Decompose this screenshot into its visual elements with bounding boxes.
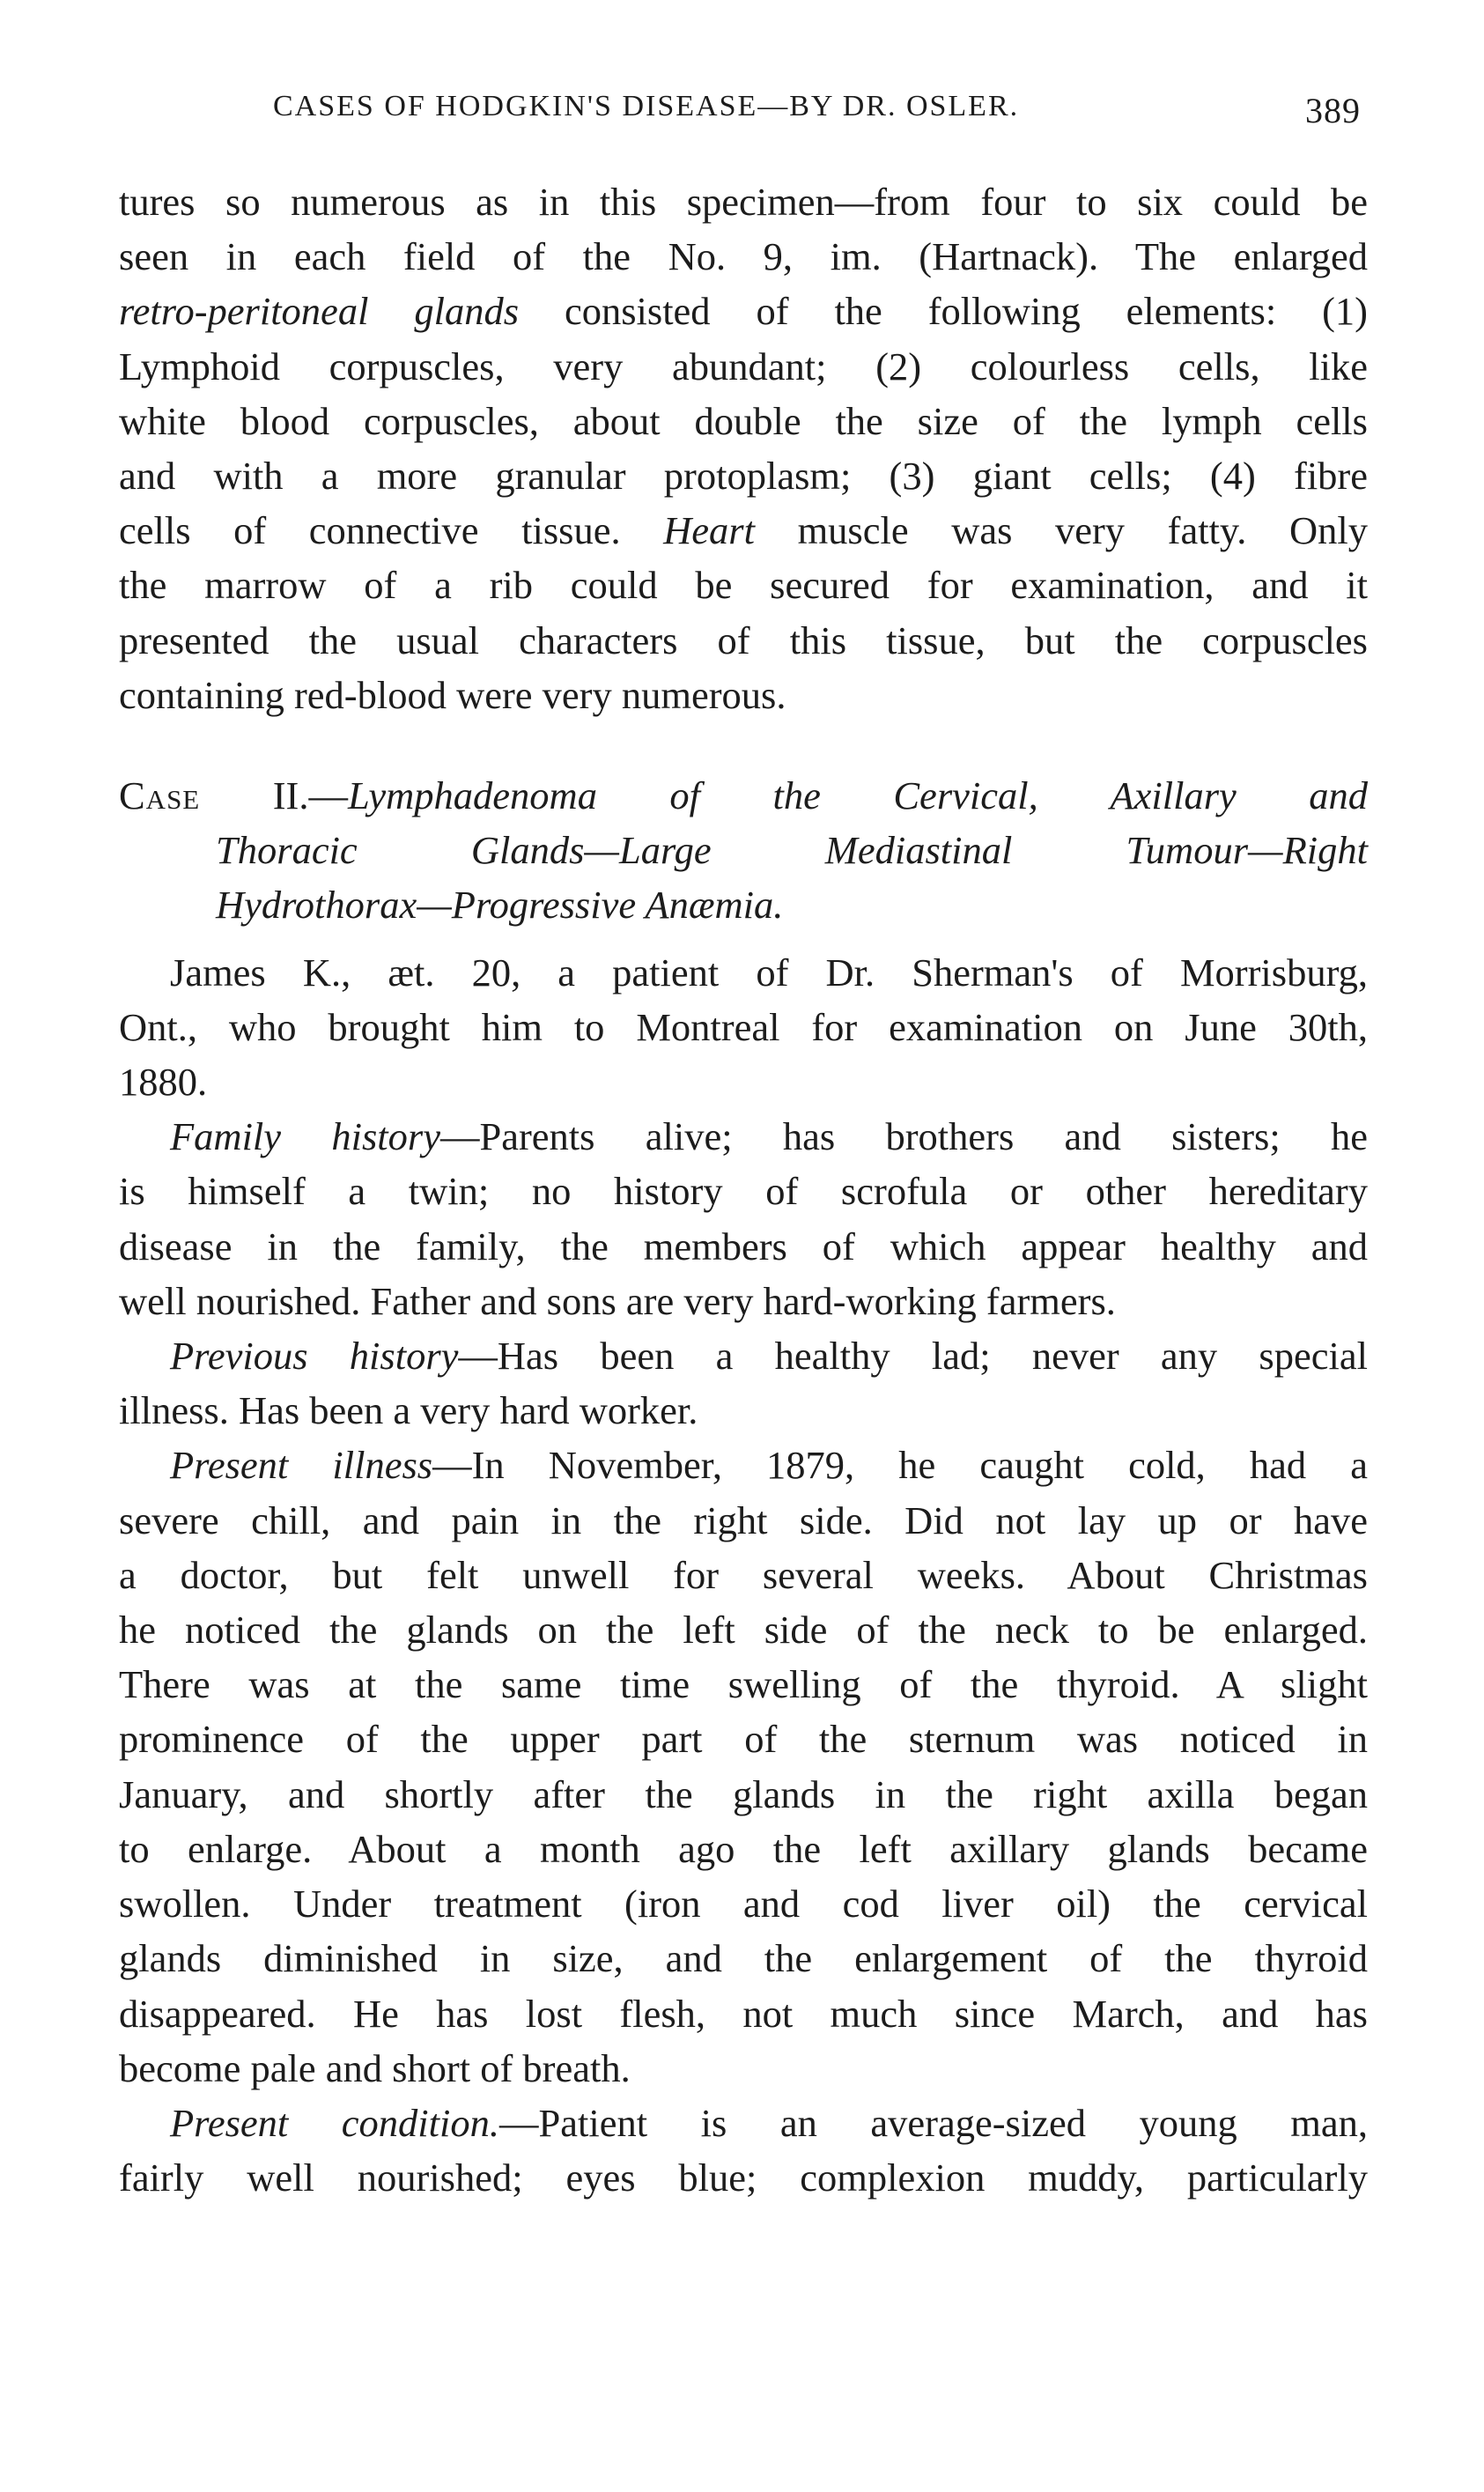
present-condition-paragraph	[119, 2096, 1368, 2205]
text-line: and with a more granular protoplasm; (3) giant cells; (4) fibre	[119, 454, 1368, 499]
text-line	[119, 1328, 1368, 1383]
text-line: to enlarge. About a month ago the left axillary glands became	[119, 1826, 1368, 1871]
text-line: glands diminished in size, and the enlargement of the thyroid	[119, 1936, 1368, 1981]
text-span: consisted of the following elements: (1)	[519, 289, 1369, 334]
text-line: illness. Has been a very hard worker.	[119, 1388, 698, 1433]
case-heading-line	[119, 823, 1368, 877]
text-line: Ont., who brought him to Montreal for examination on June 30th,	[119, 1004, 1368, 1049]
text-line: is himself a twin; no history of scrofula or other hereditary	[119, 1169, 1368, 1214]
text-line: prominence of the upper part of the sternum was noticed in	[119, 1717, 1368, 1762]
text-line: severe chill, and pain in the right side. Did not lay up or have	[119, 1497, 1368, 1542]
text-line: Lymphoid corpuscles, very abundant; (2) colourless cells, like	[119, 344, 1368, 388]
text-line	[119, 284, 1368, 338]
text-line: 1880.	[119, 1060, 208, 1105]
text-line: tures so numerous as in this specimen—from four to six could be	[119, 180, 1368, 224]
text-line: containing red-blood were very numerous.	[119, 672, 786, 717]
text-line: seen in each field of the No. 9, im. (Hartnack). The enlarged	[119, 234, 1368, 279]
text-span: —Has been a healthy lad; never any special	[458, 1334, 1368, 1379]
family-history-paragraph	[119, 1109, 1368, 1328]
text-line: disease in the family, the members of which appear healthy and	[119, 1224, 1368, 1268]
text-span: cells of connective tissue.	[119, 508, 664, 553]
text-line: well nourished. Father and sons are very hard-working farmers.	[119, 1278, 1116, 1323]
text-line: January, and shortly after the glands in the right axilla began	[119, 1771, 1368, 1816]
running-head	[264, 90, 1361, 143]
italic-term: retro-peritoneal glands	[119, 289, 520, 334]
text-line	[119, 2096, 1368, 2150]
section-heading: Family history	[170, 1114, 440, 1159]
text-line	[119, 1109, 1368, 1164]
text-line: he noticed the glands on the left side of the neck to be enlarged.	[119, 1608, 1368, 1653]
text-span: —In November, 1879, he caught cold, had a	[432, 1443, 1368, 1488]
page-number: 389	[1305, 91, 1361, 130]
text-line: the marrow of a rib could be secured for examination, and it	[119, 563, 1368, 608]
text-line: a doctor, but felt unwell for several weeks. About Christmas	[119, 1552, 1368, 1597]
running-head-title: CASES OF HODGKIN'S DISEASE—BY DR. OSLER.	[273, 90, 1020, 122]
text-line: There was at the same time swelling of the thyroid. A slight	[119, 1662, 1368, 1707]
section-heading: Present condition.	[170, 2100, 500, 2145]
section-heading: Present illness	[170, 1443, 433, 1488]
text-line	[119, 503, 1368, 558]
continuation-paragraph	[119, 174, 1368, 722]
italic-term: Heart	[663, 508, 755, 553]
case-label: Case	[119, 773, 201, 818]
case-heading-line	[119, 768, 1368, 823]
text-span: —Patient is an average-sized young man,	[499, 2100, 1369, 2145]
case-title: Lymphadenoma of the Cervical, Axillary and	[348, 773, 1368, 818]
present-illness-paragraph	[119, 1438, 1368, 2095]
case-number: II.—	[272, 773, 348, 818]
previous-history-paragraph	[119, 1328, 1368, 1438]
text-span: muscle was very fatty. Only	[754, 508, 1368, 553]
text-line: disappeared. He has lost flesh, not much since March, and has	[119, 1991, 1368, 2036]
text-line: swollen. Under treatment (iron and cod liver oil) the cervical	[119, 1882, 1368, 1926]
text-line	[119, 1438, 1368, 1492]
text-line: become pale and short of breath.	[119, 2045, 631, 2090]
text-span: —Parents alive; has brothers and sisters; he	[439, 1114, 1368, 1159]
case-title: Hydrothorax—Progressive Anæmia.	[216, 883, 784, 928]
case-title: Thoracic Glands—Large Mediastinal Tumour—Right	[216, 828, 1368, 873]
page-body	[119, 174, 1368, 2205]
section-heading: Previous history	[170, 1334, 459, 1379]
text-line: white blood corpuscles, about double the size of the lymph cells	[119, 398, 1368, 443]
text-line: fairly well nourished; eyes blue; complexion muddy, particularly	[119, 2156, 1368, 2200]
case-heading-line	[119, 877, 1368, 932]
text-line: James K., æt. 20, a patient of Dr. Sherman's of Morrisburg,	[170, 950, 1368, 995]
text-line: presented the usual characters of this tissue, but the corpuscles	[119, 617, 1368, 662]
case-heading	[119, 768, 1368, 933]
intro-paragraph	[119, 945, 1368, 1110]
